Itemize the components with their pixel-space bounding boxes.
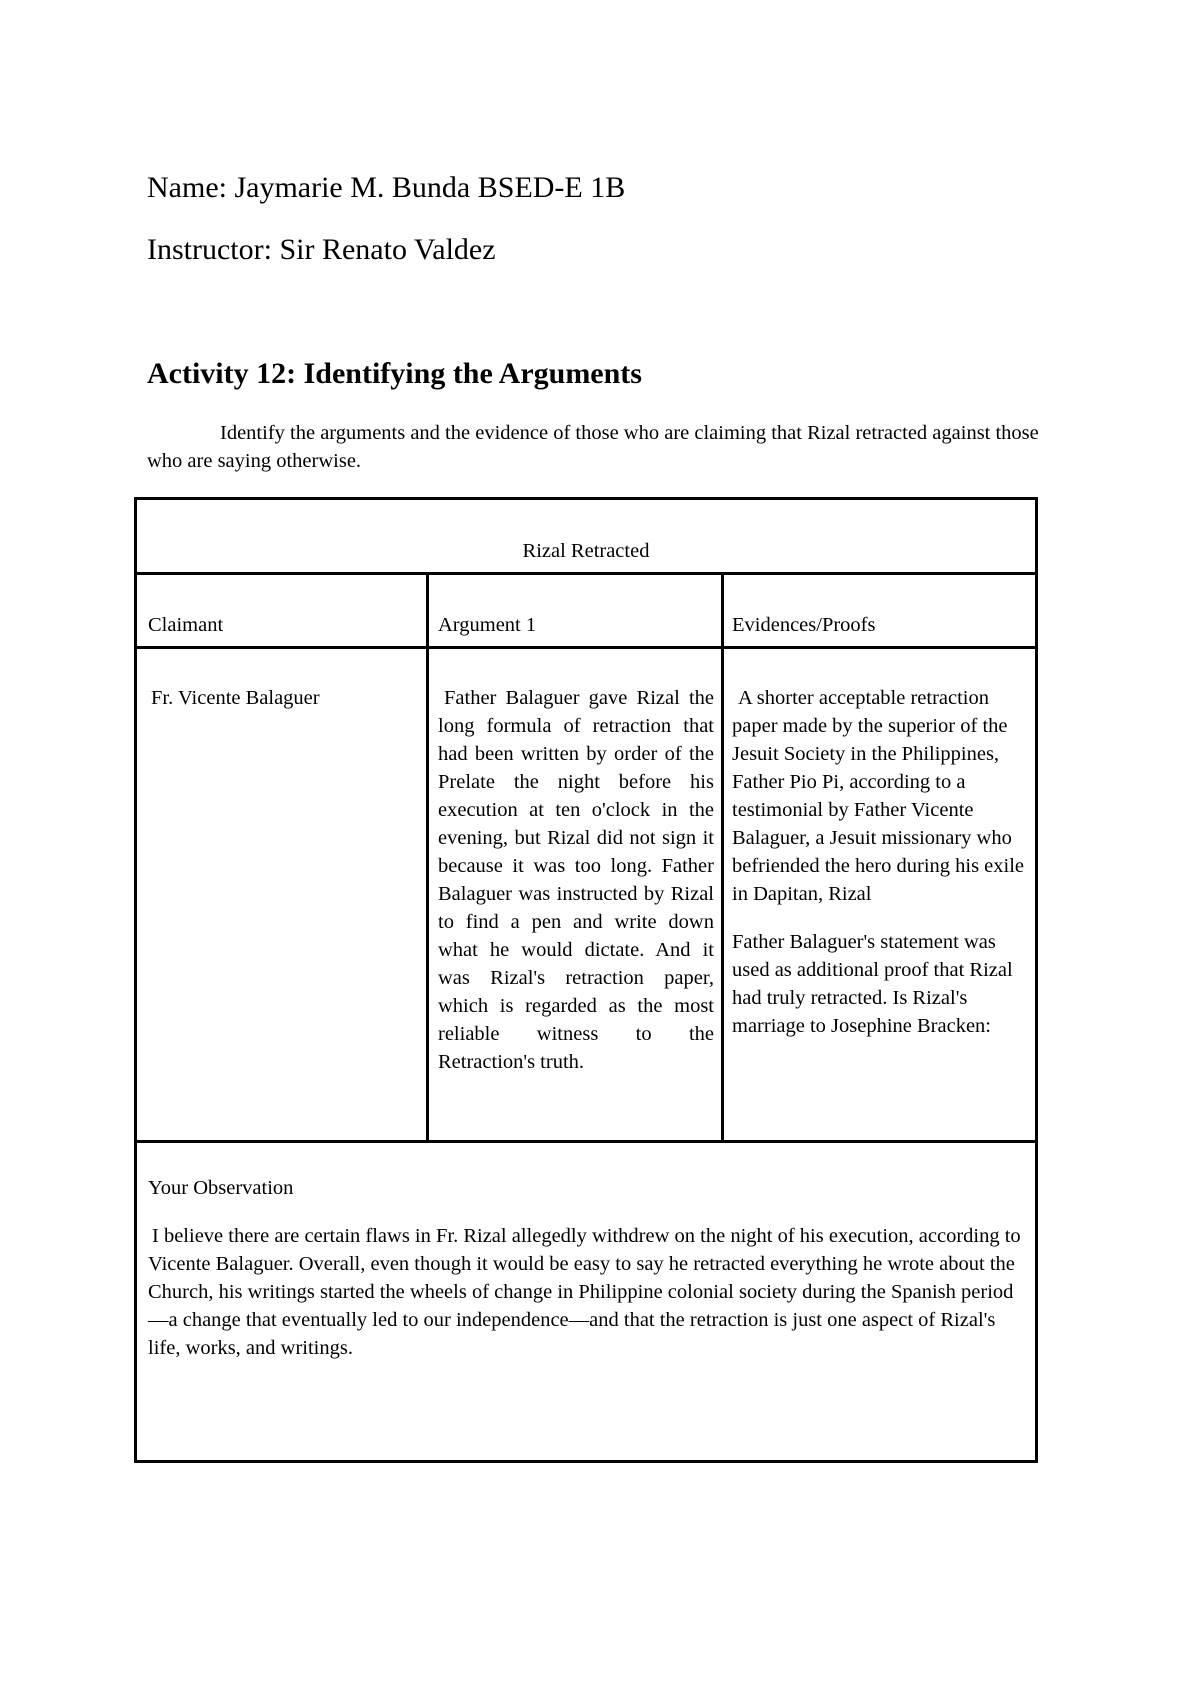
observation-cell xyxy=(148,1174,1028,1362)
student-name: Name: Jaymarie M. Bunda BSED-E 1B xyxy=(147,171,626,204)
evidence-paragraph: A shorter acceptable retraction paper made by the superior of the Jesuit Society in the Philippines, Father Pio Pi, according to a testimonial by Father Vicente Balaguer, a Jesuit missionary who befriended the hero during his exile in Dapitan, Rizal xyxy=(732,687,1025,905)
instructor-name: Instructor: Sir Renato Valdez xyxy=(147,233,496,266)
arguments-table xyxy=(134,497,1038,1463)
column-header-evidence: Evidences/Proofs xyxy=(732,614,876,636)
table-divider xyxy=(137,572,1035,575)
observation-text: I believe there are certain flaws in Fr. Rizal allegedly withdrew on the night of his execution, according to Vicente Balaguer. Overall, even though it would be easy to say he retracted everything he wrote about the Church, his writings started the wheels of change in Philippine colonial society during the Spanish period—a change that eventually led to our independence—and that the retraction is just one aspect of Rizal's life, works, and writings. xyxy=(148,1225,1021,1359)
table-title: Rizal Retracted xyxy=(522,540,650,562)
evidence-paragraph: Father Balaguer's statement was used as additional proof that Rizal had truly retracted. Is Rizal's marriage to Josephine Bracken: xyxy=(732,931,1013,1037)
activity-title: Activity 12: Identifying the Arguments xyxy=(147,357,642,390)
table-divider xyxy=(137,646,1035,649)
argument-cell: Father Balaguer gave Rizal the long formula of retraction that had been written by order of the Prelate the night before his execution at ten o'clock in the evening, but Rizal did not sign it because it was too long. Father Balaguer was instructed by Rizal to find a pen and write down what he would dictate. And it was Rizal's retraction paper, which is regarded as the most reliable witness to the Retraction's truth. xyxy=(438,687,714,1073)
column-header-claimant: Claimant xyxy=(148,614,224,636)
column-header-argument: Argument 1 xyxy=(438,614,537,636)
instructions xyxy=(147,419,1067,475)
evidence-cell xyxy=(732,684,1027,1040)
column-divider xyxy=(426,572,429,1143)
column-divider xyxy=(721,572,724,1143)
table-divider xyxy=(137,1140,1035,1143)
instructions-text: Identify the arguments and the evidence of those who are claiming that Rizal retracted against those who are saying otherwise. xyxy=(147,422,1039,472)
observation-label: Your Observation xyxy=(148,1177,294,1199)
claimant-cell: Fr. Vicente Balaguer xyxy=(151,687,320,709)
